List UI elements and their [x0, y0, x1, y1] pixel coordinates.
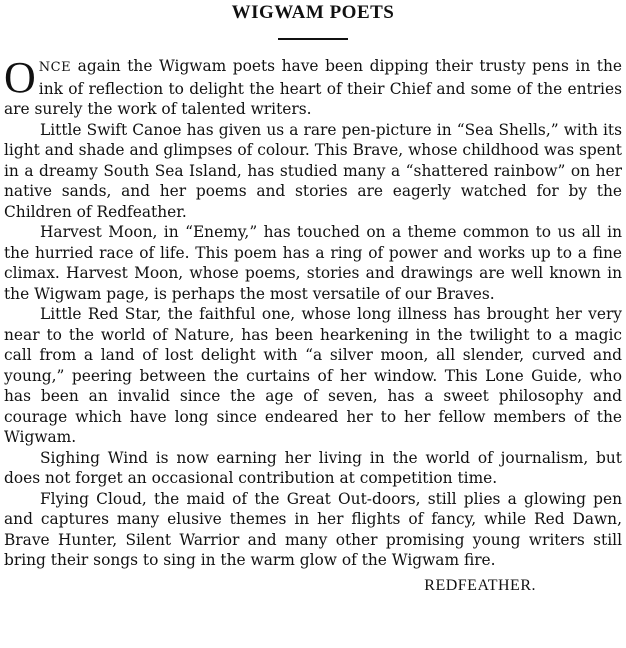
article-title: WIGWAM POETS: [231, 2, 395, 23]
title-rule: [278, 38, 348, 40]
paragraph-3: Harvest Moon, in “Enemy,” has touched on a theme common to us all in the hurried race of life. This poem has a ring of power and works up to a fine climax. Harvest Moon, whose poems, stories and drawings are well known in the Wigwam page, is perhaps the most versatile of our Braves.: [4, 223, 622, 303]
paragraph-1: [4, 53, 622, 120]
paragraph-2: Little Swift Canoe has given us a rare pen-picture in “Sea Shells,” with its light and shade and glimpses of colour. This Brave, whose childhood was spent in a dreamy South Sea Island, has studied many a “shattered rainbow” on her native sands, and her poems and stories are eagerly watched for by the Children of Redfeather.: [4, 120, 622, 221]
signature: REDFEATHER.: [424, 576, 536, 594]
article-body: [4, 53, 622, 571]
paragraph-6: Flying Cloud, the maid of the Great Out-doors, still plies a glowing pen and captures many elusive themes in her flights of fancy, while Red Dawn, Brave Hunter, Silent Warrior and many other promising young writers still bring their songs to sing in the warm glow of the Wigwam fire.: [4, 489, 622, 569]
drop-cap: O: [4, 53, 36, 102]
paragraph-4: Little Red Star, the faithful one, whose long illness has brought her very near to the world of Nature, has been hearkening in the twilight to a magic call from a land of lost delight with “a silver moon, all slender, curved and young,” peering between the curtains of her window. This Lone Guide, who has been an invalid since the age of seven, has a sweet philosophy and courage which have long since endeared her to her fellow members of the Wigwam.: [4, 305, 622, 446]
paragraph-1-text: again the Wigwam poets have been dipping their trusty pens in the ink of reflection to delight the heart of their Chief and some of the entries are surely the work of talented writers.: [4, 57, 622, 118]
opening-smallcaps: NCE: [38, 60, 72, 75]
paragraph-5: Sighing Wind is now earning her living in the world of journalism, but does not forget an occasional contribution at competition time.: [4, 448, 622, 487]
